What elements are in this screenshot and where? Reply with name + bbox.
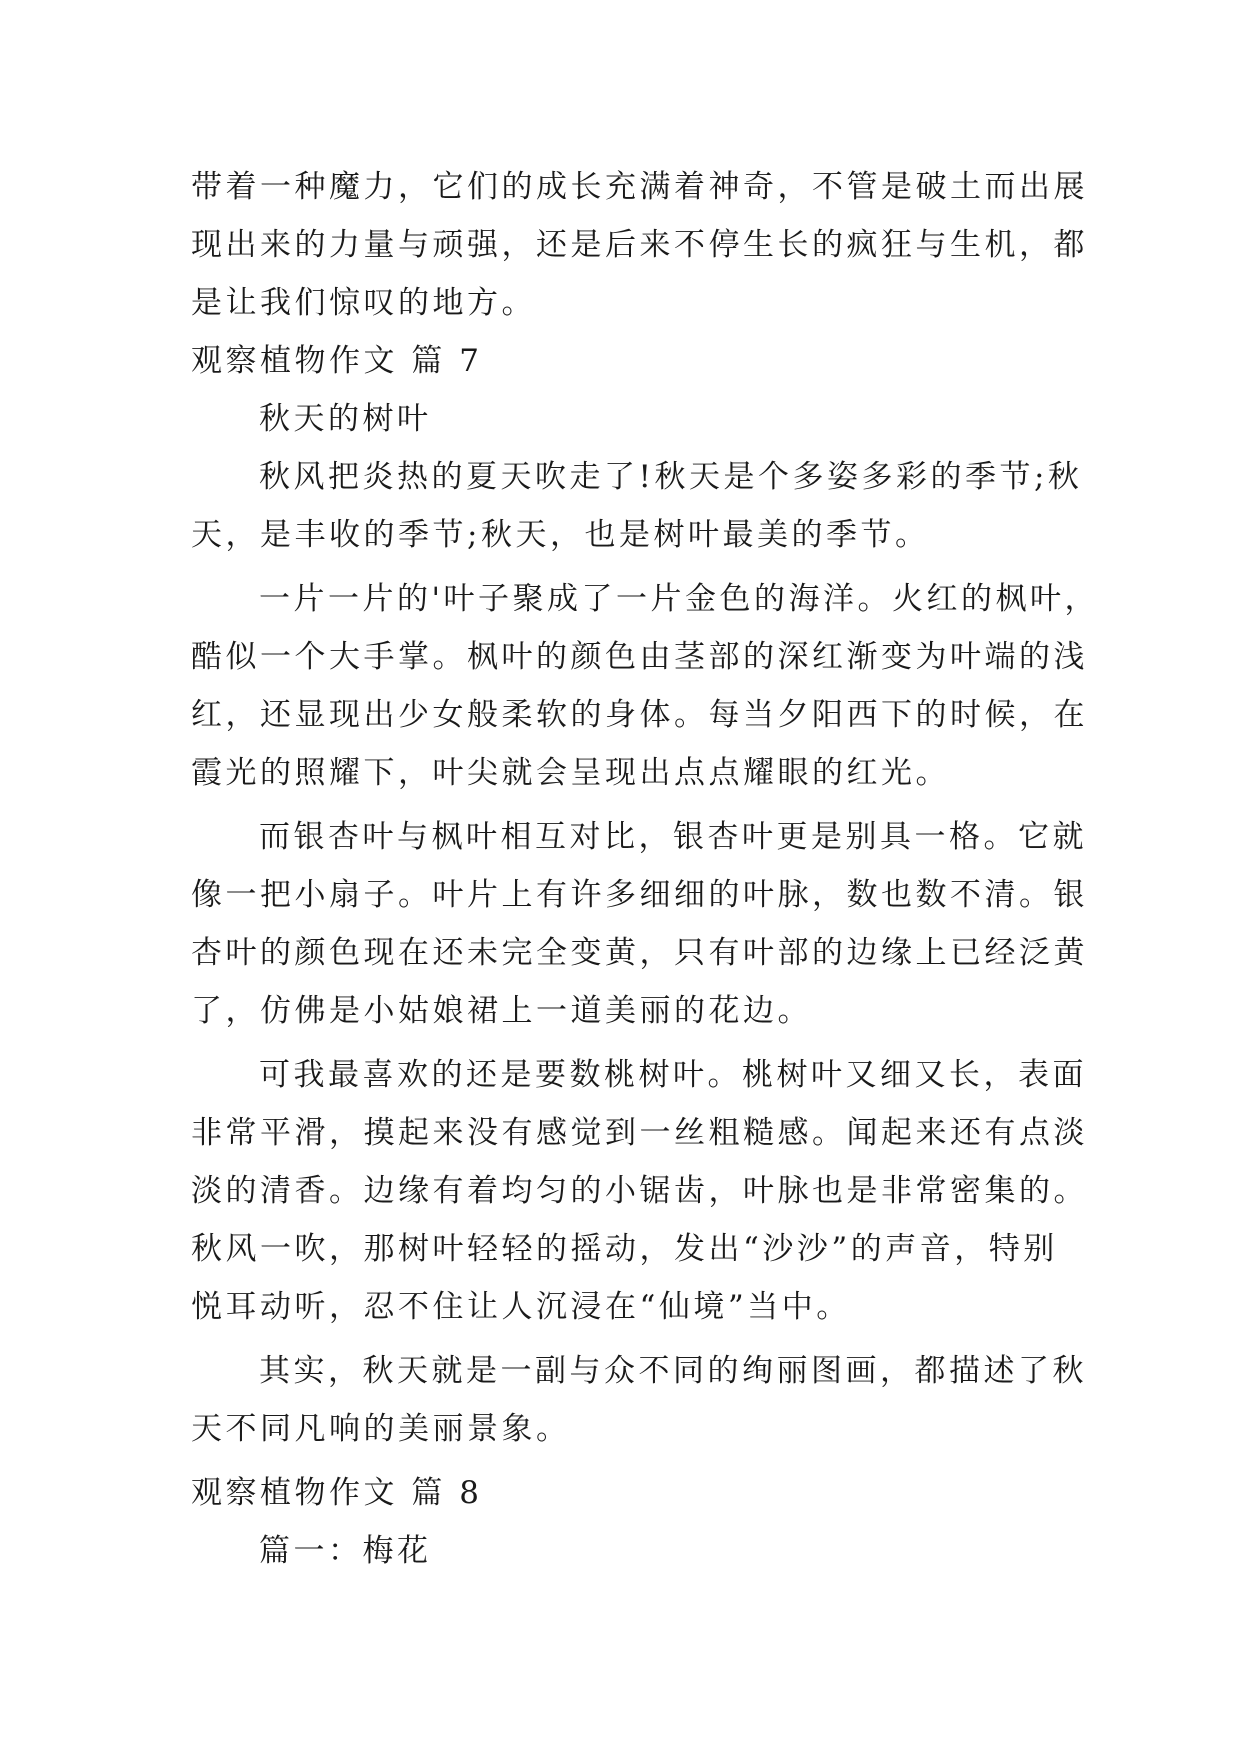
text-line: 带着一种魔力，它们的成长充满着神奇，不管是破土而出展 <box>191 169 1088 205</box>
section-heading: 观察植物作文 篇 8 <box>191 1475 483 1511</box>
paragraph <box>191 448 1083 564</box>
text-line: 而银杏叶与枫叶相互对比，银杏叶更是别具一格。它就 <box>259 819 1087 855</box>
text-line: 天，是丰收的季节;秋天，也是树叶最美的季节。 <box>191 517 930 553</box>
text-line: 天不同凡响的美丽景象。 <box>191 1411 571 1447</box>
paragraph-continued <box>191 158 1088 332</box>
text-line: 酷似一个大手掌。枫叶的颜色由茎部的深红渐变为叶端的浅 <box>191 639 1088 675</box>
text-line: 非常平滑，摸起来没有感觉到一丝粗糙感。闻起来还有点淡 <box>191 1115 1088 1151</box>
text-line: 悦耳动听，忍不住让人沉浸在“仙境”当中。 <box>191 1289 851 1325</box>
text-line: 是让我们惊叹的地方。 <box>191 285 536 321</box>
text-line: 现出来的力量与顽强，还是后来不停生长的疯狂与生机，都 <box>191 227 1088 263</box>
paragraph <box>191 570 1100 802</box>
text-line: 像一把小扇子。叶片上有许多细细的叶脉，数也数不清。银 <box>191 877 1088 913</box>
section-heading: 观察植物作文 篇 7 <box>191 343 483 379</box>
text-line: 其实，秋天就是一副与众不同的绚丽图画，都描述了秋 <box>259 1353 1087 1389</box>
text-line: 红，还显现出少女般柔软的身体。每当夕阳西下的时候，在 <box>191 697 1088 733</box>
document-body <box>191 158 1100 1580</box>
text-line: 淡的清香。边缘有着均匀的小锯齿，叶脉也是非常密集的。 <box>191 1173 1088 1209</box>
text-line: 秋风把炎热的夏天吹走了!秋天是个多姿多彩的季节;秋 <box>259 459 1083 495</box>
paragraph <box>191 1046 1088 1336</box>
text-line: 杏叶的颜色现在还未完全变黄，只有叶部的边缘上已经泛黄 <box>191 935 1088 971</box>
paragraph <box>191 808 1088 1040</box>
text-line: 可我最喜欢的还是要数桃树叶。桃树叶又细又长，表面 <box>259 1057 1087 1093</box>
text-line: 霞光的照耀下，叶尖就会呈现出点点耀眼的红光。 <box>191 755 950 791</box>
text-line: 秋风一吹，那树叶轻轻的摇动，发出“沙沙”的声音，特别 <box>191 1231 1058 1267</box>
text-line: 一片一片的'叶子聚成了一片金色的海洋。火红的枫叶， <box>259 581 1100 617</box>
essay-title: 秋天的树叶 <box>259 401 432 437</box>
paragraph <box>191 1342 1087 1458</box>
essay-title: 篇一：梅花 <box>259 1533 432 1569</box>
text-line: 了，仿佛是小姑娘裙上一道美丽的花边。 <box>191 993 812 1029</box>
